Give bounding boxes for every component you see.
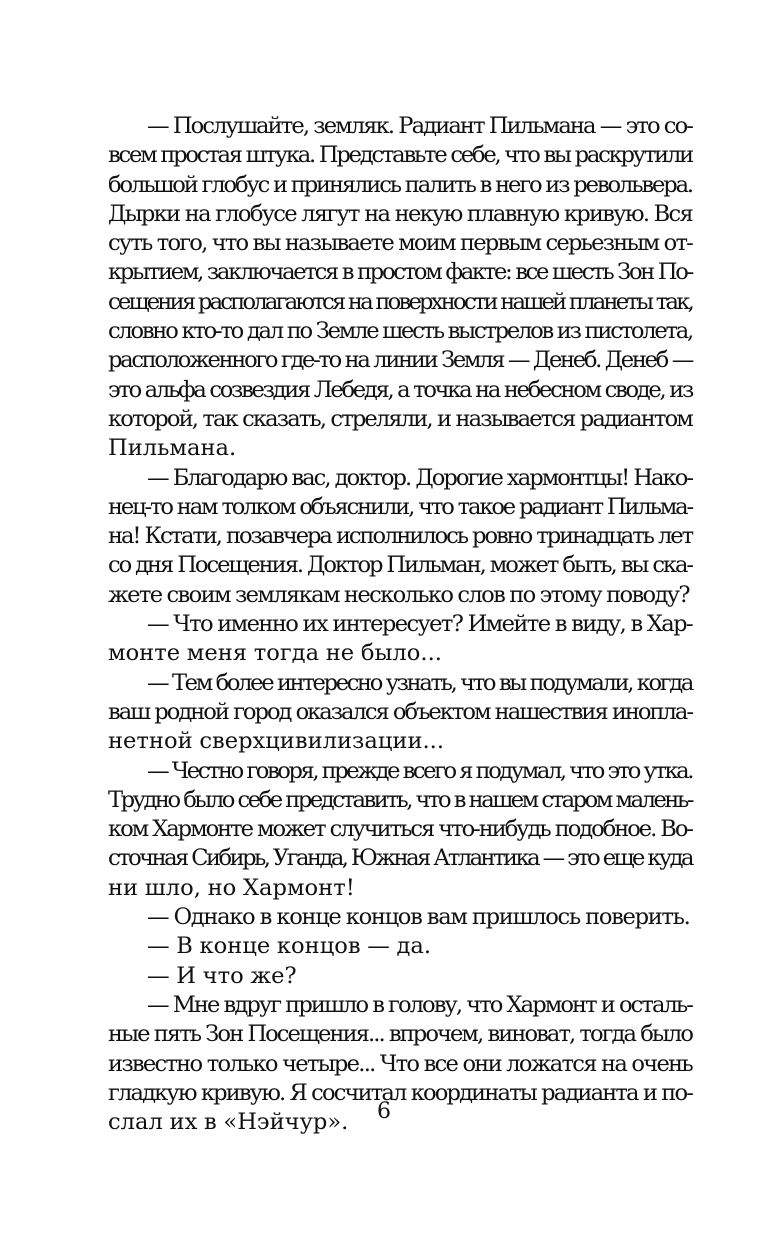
paragraph bbox=[108, 669, 692, 757]
text-line: нец-то нам толком объяснили, что такое радиант Пильма- bbox=[108, 493, 692, 520]
paragraph bbox=[108, 962, 692, 991]
text-line: известно только четыре... Что все они ложатся на очень bbox=[108, 1050, 692, 1077]
text-line: — И что же? bbox=[147, 962, 297, 989]
text-line: Трудно было себе представить, что в нашем старом малень- bbox=[108, 786, 692, 813]
paragraph bbox=[108, 610, 692, 669]
text-line: сточная Сибирь, Уганда, Южная Атлантика — это еще куда bbox=[108, 845, 692, 872]
page-number: 6 bbox=[377, 1099, 391, 1124]
paragraph bbox=[108, 932, 692, 961]
paragraph bbox=[108, 112, 692, 464]
paragraph bbox=[108, 757, 692, 903]
text-line: — Благодарю вас, доктор. Дорогие хармонтцы! Нако- bbox=[147, 464, 692, 491]
paragraph bbox=[108, 464, 692, 610]
text-line: ком Хармонте может случиться что-нибудь подобное. Во- bbox=[108, 816, 692, 843]
text-line: которой, так сказать, стреляли, и называется радиантом bbox=[108, 405, 692, 432]
text-line: — В конце концов — да. bbox=[147, 933, 432, 960]
text-line: — Честно говоря, прежде всего я подумал, что это утка. bbox=[147, 757, 692, 784]
text-line: монте меня тогда не было... bbox=[108, 640, 442, 667]
text-line: словно кто-то дал по Земле шесть выстрелов из пистолета, bbox=[108, 318, 692, 345]
text-line: — Что именно их интересует? Имейте в виду, в Хар- bbox=[147, 611, 692, 638]
text-line: расположенного где-то на линии Земля — Денеб. Денеб — bbox=[108, 347, 692, 374]
text-line: крытием, заключается в простом факте: все шесть Зон По- bbox=[108, 259, 692, 286]
text-line: ни шло, но Хармонт! bbox=[108, 874, 355, 901]
text-line: — Тем более интересно узнать, что вы подумали, когда bbox=[147, 669, 692, 696]
text-line: суть того, что вы называете моим первым серьезным от- bbox=[108, 230, 692, 257]
text-line: на! Кстати, позавчера исполнилось ровно тринадцать лет bbox=[108, 523, 692, 550]
text-line: — Однако в конце концов вам пришлось поверить. bbox=[147, 904, 690, 931]
text-line: жете своим землякам несколько слов по этому поводу? bbox=[108, 581, 689, 608]
text-line: большой глобус и принялись палить в него из револьвера. bbox=[108, 171, 692, 198]
text-line: — Мне вдруг пришло в голову, что Хармонт и осталь- bbox=[147, 991, 692, 1018]
text-line: Пильмана. bbox=[108, 435, 237, 462]
text-line: со дня Посещения. Доктор Пильман, может быть, вы ска- bbox=[108, 552, 692, 579]
paragraph bbox=[108, 903, 692, 932]
text-line: ные пять Зон Посещения... впрочем, виноват, тогда было bbox=[108, 1021, 692, 1048]
body-text bbox=[108, 112, 692, 1137]
text-line: — Послушайте, земляк. Радиант Пильмана — это со- bbox=[147, 113, 692, 139]
text-line: нетной сверхцивилизации... bbox=[108, 728, 445, 755]
text-line: слал их в «Нэйчур». bbox=[108, 1109, 349, 1136]
text-line: Дырки на глобусе лягут на некую плавную кривую. Вся bbox=[108, 200, 692, 227]
text-line: это альфа созвездия Лебедя, а точка на небесном своде, из bbox=[108, 376, 692, 403]
text-line: сещения располагаются на поверхности нашей планеты так, bbox=[108, 288, 692, 315]
text-line: всем простая штука. Представьте себе, что вы раскрутили bbox=[108, 142, 692, 169]
text-line: ваш родной город оказался объектом нашествия инопла- bbox=[108, 698, 692, 725]
text-line: гладкую кривую. Я сосчитал координаты радианта и по- bbox=[108, 1079, 692, 1106]
